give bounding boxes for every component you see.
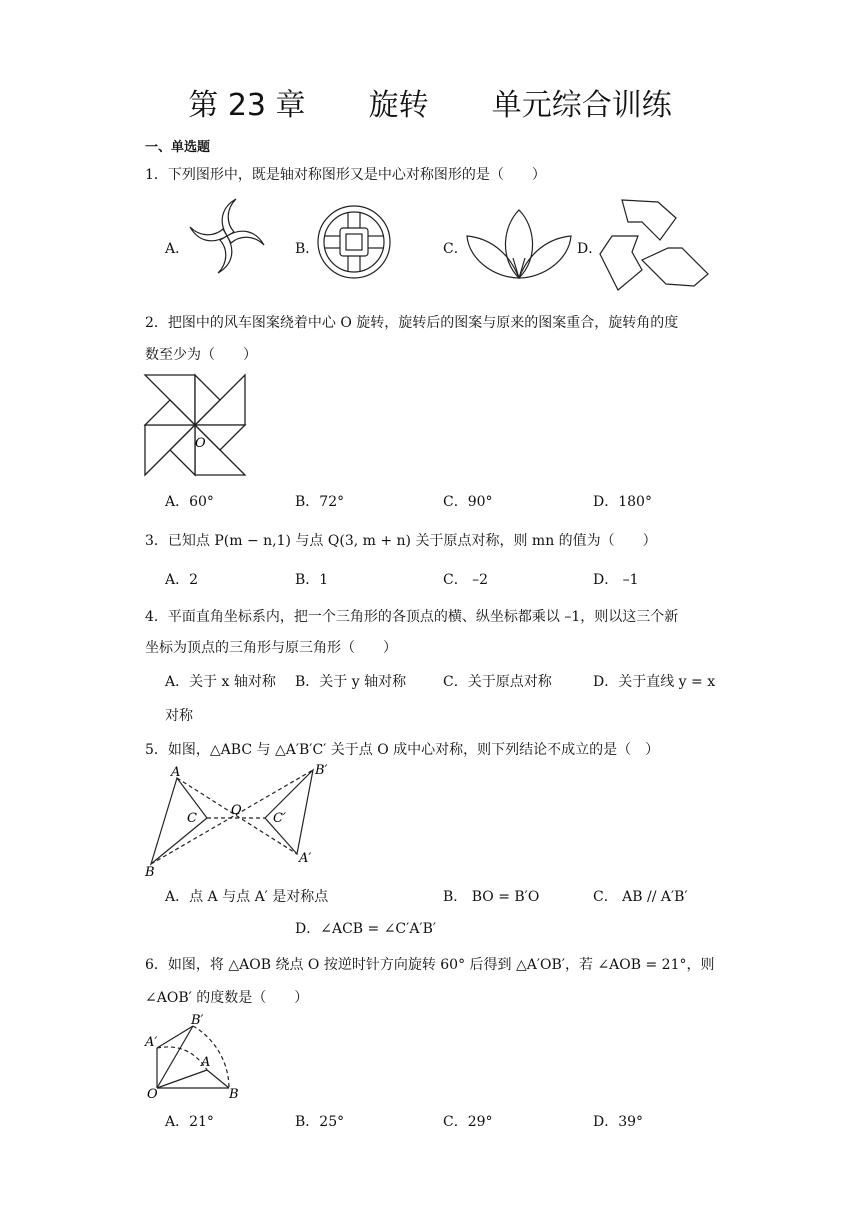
q1-figure-a-crescent-pinwheel: [188, 197, 266, 275]
q6-option-c[interactable]: C．29°: [443, 1114, 493, 1130]
q6-label-b-prime: B′: [191, 1013, 204, 1028]
q2-stem-line1: 2．把图中的风车图案绕着中心 O 旋转，旋转后的图案与原来的图案重合，旋转角的度: [145, 315, 679, 331]
q3-option-c[interactable]: C． –2: [443, 572, 489, 588]
title-topic: 旋转: [368, 88, 429, 123]
q1-figure-c-lotus: [465, 208, 573, 280]
q5-label-c: C: [187, 811, 197, 826]
q5-label-c-prime: C′: [273, 811, 286, 826]
q5-label-o: O: [231, 803, 242, 818]
q6-stem-line2: ∠AOB′ 的度数是（ ）: [145, 990, 309, 1006]
q6-stem-line1: 6．如图，将 △AOB 绕点 O 按逆时针方向旋转 60° 后得到 △A′OB′，若 ∠AOB = 21°，则: [145, 957, 715, 973]
title-subtitle: 单元综合训练: [491, 88, 672, 123]
q5-stem: 5．如图，△ABC 与 △A′B′C′ 关于点 O 成中心对称，则下列结论不成立的是（ ）: [145, 742, 660, 758]
q6-option-a[interactable]: A．21°: [165, 1114, 214, 1130]
q2-option-a[interactable]: A．60°: [165, 494, 214, 510]
q1-option-b-label[interactable]: B．: [295, 241, 320, 257]
q4-option-b[interactable]: B．关于 y 轴对称: [295, 674, 407, 690]
q2-option-d[interactable]: D．180°: [593, 494, 652, 510]
q4-option-a[interactable]: A．关于 x 轴对称: [165, 674, 276, 690]
q6-option-b[interactable]: B．25°: [295, 1114, 345, 1130]
title-chapter: 第 23 章: [188, 88, 306, 123]
q4-option-c[interactable]: C．关于原点对称: [443, 674, 552, 690]
q5-label-a-prime: A′: [299, 851, 312, 866]
q2-stem-line2: 数至少为（ ）: [145, 347, 257, 363]
q5-option-a[interactable]: A．点 A 与点 A′ 是对称点: [165, 889, 329, 905]
q3-option-b[interactable]: B．1: [295, 572, 329, 588]
page-title: [0, 80, 860, 124]
q5-option-d[interactable]: D．∠ACB = ∠C′A′B′: [295, 921, 437, 937]
q1-figure-b-coin: [316, 204, 392, 280]
q4-option-d-line1[interactable]: D．关于直线 y = x: [593, 674, 716, 690]
q3-stem: 3．已知点 P(m − n,1) 与点 Q(3, m + n) 关于原点对称，则 mn 的值为（ ）: [145, 533, 657, 549]
q6-label-a: A: [201, 1055, 211, 1070]
q5-label-b: B: [145, 865, 155, 880]
q1-stem: 1．下列图形中，既是轴对称图形又是中心对称图形的是（ ）: [145, 167, 546, 183]
q1-option-a-label[interactable]: A．: [165, 241, 190, 257]
q2-label-o: O: [195, 436, 206, 451]
q5-label-a: A: [171, 765, 181, 780]
q6-label-o: O: [147, 1087, 158, 1102]
q6-figure-rotation: [145, 1012, 245, 1100]
q4-stem-line2: 坐标为顶点的三角形与原三角形（ ）: [145, 640, 397, 656]
q1-figure-d-recycle-shapes: [598, 198, 710, 290]
q1-option-c-label[interactable]: C．: [443, 241, 468, 257]
q6-label-b: B: [229, 1087, 239, 1102]
q4-stem-line1: 4．平面直角坐标系内，把一个三角形的各顶点的横、纵坐标都乘以 –1，则以这三个新: [145, 609, 679, 625]
q3-option-a[interactable]: A．2: [165, 572, 199, 588]
q3-option-d[interactable]: D． –1: [593, 572, 639, 588]
q1-option-d-label[interactable]: D．: [577, 241, 603, 257]
q5-option-b[interactable]: B． BO = B′O: [443, 889, 540, 905]
q5-label-b-prime: B′: [315, 763, 328, 778]
q5-option-c[interactable]: C． AB // A′B′: [593, 889, 688, 905]
q4-option-d-line2: 对称: [165, 708, 193, 724]
q2-option-b[interactable]: B．72°: [295, 494, 345, 510]
q6-option-d[interactable]: D．39°: [593, 1114, 644, 1130]
q2-option-c[interactable]: C．90°: [443, 494, 493, 510]
q2-figure-windmill: [145, 375, 245, 475]
section-heading: 一、单选题: [145, 140, 211, 155]
q6-label-a-prime: A′: [145, 1035, 158, 1050]
q5-figure-central-symmetry: [145, 762, 345, 880]
